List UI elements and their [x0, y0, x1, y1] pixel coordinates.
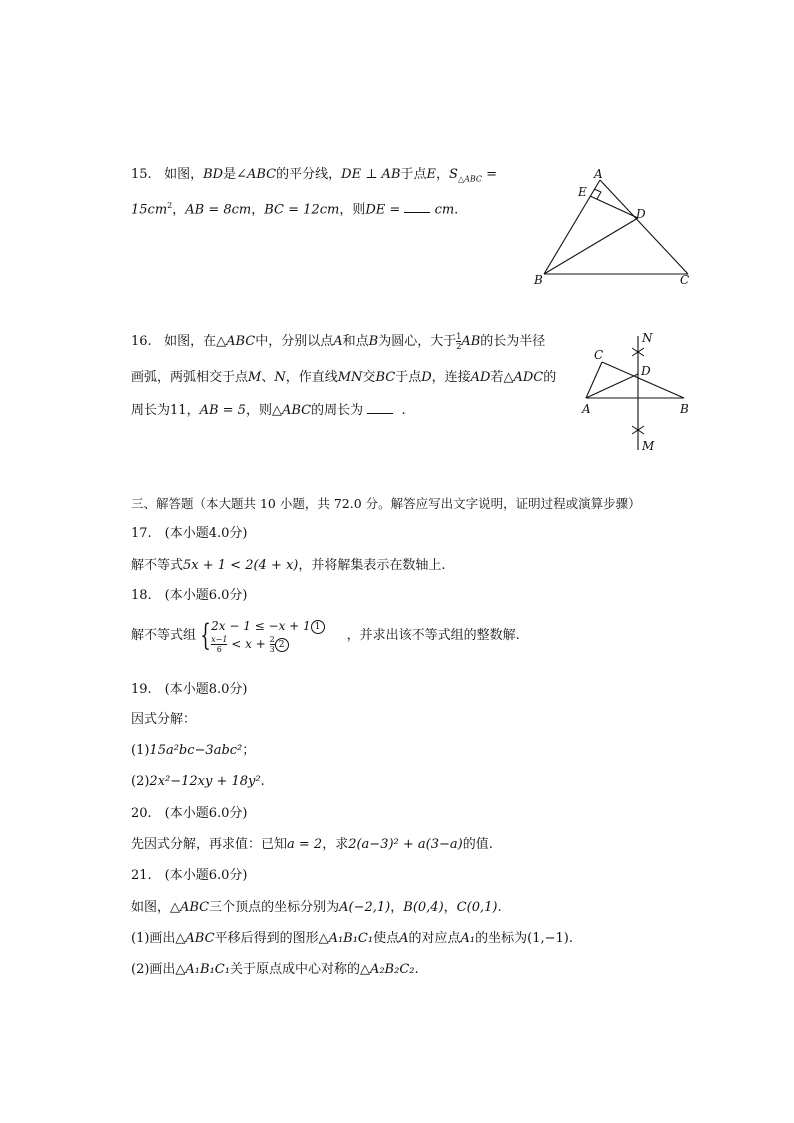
q21-head: 21. (本小题6.0分) — [131, 868, 248, 883]
fraction — [270, 635, 275, 654]
q15-text: ，则 — [339, 202, 366, 218]
fraction-denominator: 3 — [269, 645, 275, 654]
q16-math: 11 — [170, 403, 187, 418]
q16-text: 若△ — [490, 370, 514, 385]
q21-body — [131, 899, 502, 917]
q21-text: 的对应点 — [408, 931, 461, 946]
q16-text: 和点 — [342, 334, 369, 349]
q17-text: ，并将解集表示在数轴上. — [298, 558, 446, 573]
q18-math: < x + — [227, 637, 270, 651]
system-brace: { — [200, 618, 211, 653]
q21-math: B(0,4) — [403, 900, 444, 915]
q19-part2 — [131, 773, 265, 791]
label-c: C — [680, 273, 690, 287]
q20-head: 20. (本小题6.0分) — [131, 806, 248, 821]
q16-text: 交 — [362, 370, 376, 385]
q15-text: 是∠ — [223, 167, 247, 182]
inequality-1 — [211, 618, 325, 635]
q21-text: 关于原点成中心对称的△ — [229, 962, 370, 977]
q16-text: 中，分别以点 — [255, 334, 334, 349]
label-a: A — [594, 167, 603, 181]
circled-mark: 1 — [311, 620, 325, 634]
q20-text: ，求 — [322, 837, 349, 852]
q21-math: A(−2,1) — [339, 900, 391, 915]
answer-blank[interactable] — [367, 401, 393, 414]
q15-text: ， — [172, 202, 186, 218]
q15-math: ABC — [247, 167, 277, 182]
q15-math: S — [449, 167, 458, 182]
q17-math: 5x + 1 < 2(4 + x) — [183, 558, 299, 573]
q21-text: ， — [390, 900, 404, 915]
segment-bd — [544, 218, 638, 274]
fraction-denominator: 6 — [216, 645, 222, 654]
fraction-numerator: x−1 — [211, 635, 228, 644]
q21-math: A — [399, 931, 409, 946]
q21-text: (1)画出△ — [131, 931, 186, 946]
q16-text: 如图，在△ — [164, 334, 227, 349]
q15-math-sup: 2 — [167, 201, 173, 210]
q21-text: 如图，△ — [131, 900, 180, 915]
fraction — [211, 635, 227, 654]
q18-text: ，并求出该不等式组的整数解. — [346, 628, 520, 643]
q15-math: E — [426, 167, 437, 182]
q20-math: 2(a−3)² + a(3−a) — [348, 837, 463, 852]
q20-math: a = 2 — [287, 837, 323, 852]
q15-math: 15cm — [131, 202, 168, 218]
q16-math: AD — [470, 370, 491, 385]
q15-math: AB = 8cm — [185, 202, 252, 218]
q16-math: N — [274, 370, 286, 385]
q16-math: A — [333, 334, 343, 349]
q15-text: ， — [436, 167, 450, 182]
segment-ab — [544, 180, 600, 274]
label-c: C — [594, 348, 604, 362]
q15-math: BC = 12cm — [264, 202, 340, 218]
q15-text: 于点 — [400, 167, 427, 182]
q15-text: = — [482, 167, 498, 182]
q21-math: A₁B₁C₁ — [185, 962, 230, 977]
label-n: N — [642, 331, 653, 345]
q15-line2 — [131, 197, 458, 219]
q16-text: ，则△ — [245, 403, 282, 418]
q21-text: . — [497, 900, 502, 915]
q16-text: 画弧，两弧相交于点 — [131, 370, 249, 385]
q17-text: 解不等式 — [131, 558, 184, 573]
label-d: D — [636, 207, 646, 221]
q18-text: 解不等式组 — [131, 628, 197, 643]
label-e: E — [578, 185, 587, 199]
q16-text: 的 — [543, 370, 557, 385]
q21-text: 使点 — [373, 931, 400, 946]
q21-text: 平移后得到的图形△ — [214, 931, 329, 946]
q21-text: 三个顶点的坐标分别为 — [209, 900, 340, 915]
q19-intro: 因式分解： — [131, 712, 197, 727]
q21-text: . — [414, 962, 419, 977]
q16-figure — [578, 326, 702, 454]
q19-text: ； — [242, 743, 256, 758]
q16-text: 周长为 — [131, 403, 171, 418]
q15-math: DE ⊥ AB — [341, 167, 401, 182]
q15-math: BD — [203, 167, 224, 182]
q16-line3 — [131, 401, 406, 420]
q21-math: ABC — [180, 900, 210, 915]
q15-math: cm — [434, 202, 455, 218]
q16-text: 的长为半径 — [480, 334, 546, 349]
label-b: B — [680, 402, 689, 416]
q21-math: A₁B₁C₁ — [328, 931, 374, 946]
q18-body — [131, 618, 520, 654]
q16-math: ABC — [281, 403, 312, 418]
q16-text: ， — [186, 403, 200, 418]
q15-text: 如图， — [164, 167, 204, 182]
circled-mark: 2 — [275, 638, 289, 652]
q21-math: C(0,1) — [456, 900, 498, 915]
q17-head: 17. (本小题4.0分) — [131, 526, 248, 541]
q21-math: ABC — [185, 931, 215, 946]
q21-text: 的坐标为 — [475, 931, 528, 946]
label-d: D — [641, 364, 651, 378]
q15-figure — [528, 162, 698, 292]
label-a: A — [582, 402, 591, 416]
q16-math: M — [248, 370, 262, 385]
q16-math: B — [368, 334, 379, 349]
q21-text: ， — [443, 900, 457, 915]
segment-ac — [600, 180, 688, 274]
q21-part2 — [131, 961, 419, 979]
q16-text: 为圆心，大于 — [378, 334, 457, 349]
q15-text: ， — [251, 202, 265, 218]
q19-head: 19. (本小题8.0分) — [131, 682, 248, 697]
q16-text: ，连接 — [431, 370, 471, 385]
q20-text: 的值. — [462, 837, 493, 852]
q21-math: (1,−1) — [527, 931, 569, 946]
q15-line1 — [131, 166, 497, 189]
q21-part1 — [131, 930, 573, 948]
inequality-2 — [211, 635, 325, 654]
segment-de — [590, 196, 638, 218]
q21-math: A₁ — [460, 931, 476, 946]
q16-math: ABC — [226, 334, 256, 349]
q16-math: MN — [337, 370, 363, 385]
q18-math: 2x − 1 ≤ −x + 1 — [211, 619, 311, 633]
answer-blank[interactable] — [404, 200, 430, 213]
segment-ac — [586, 362, 602, 398]
q16-text: 的周长为 — [311, 403, 364, 418]
q21-math: A₂B₂C₂ — [369, 962, 415, 977]
q19-math: 15a²bc−3abc² — [149, 743, 243, 758]
fraction-numerator: 1 — [456, 332, 462, 341]
fraction-denominator: 2 — [456, 342, 462, 351]
q16-text: 、 — [261, 370, 275, 385]
segment-ad — [586, 374, 638, 398]
q20-body — [131, 836, 493, 854]
q16-text: 于点 — [395, 370, 422, 385]
right-angle-mark — [594, 189, 601, 199]
q16-math: AB = 5 — [199, 403, 246, 418]
q19-text: (1) — [131, 743, 150, 758]
q17-body — [131, 557, 446, 575]
q15-number: 15. — [131, 167, 152, 182]
q15-text: 的平分线， — [276, 167, 342, 182]
q16-math: AB — [461, 334, 481, 349]
q16-line1 — [131, 332, 545, 351]
inequality-system — [211, 618, 325, 654]
q15-math-sub: △ABC — [457, 174, 483, 184]
q19-math: 2x²−12xy + 18y² — [149, 774, 261, 789]
q15-text: . — [454, 202, 459, 218]
label-m: M — [642, 439, 655, 453]
q19-text: . — [260, 774, 265, 789]
q16-text: . — [401, 403, 406, 418]
q16-math: ADC — [513, 370, 544, 385]
section-title: 三、解答题（本大题共 10 小题，共 72.0 分。解答应写出文字说明，证明过程或演算步骤） — [131, 496, 641, 511]
q18-head: 18. (本小题6.0分) — [131, 588, 248, 603]
q16-number: 16. — [131, 334, 152, 349]
q19-part1 — [131, 742, 255, 760]
q19-text: (2) — [131, 774, 150, 789]
label-b: B — [534, 273, 543, 287]
q16-math: D — [421, 370, 432, 385]
q21-text: . — [568, 931, 573, 946]
q15-math: DE = — [365, 202, 401, 218]
q16-text: ，作直线 — [285, 370, 338, 385]
q20-text: 先因式分解，再求值：已知 — [131, 837, 288, 852]
q21-text: (2)画出△ — [131, 962, 186, 977]
fraction-numerator: 2 — [269, 635, 275, 644]
q16-line2 — [131, 369, 556, 387]
q16-math: BC — [375, 370, 396, 385]
